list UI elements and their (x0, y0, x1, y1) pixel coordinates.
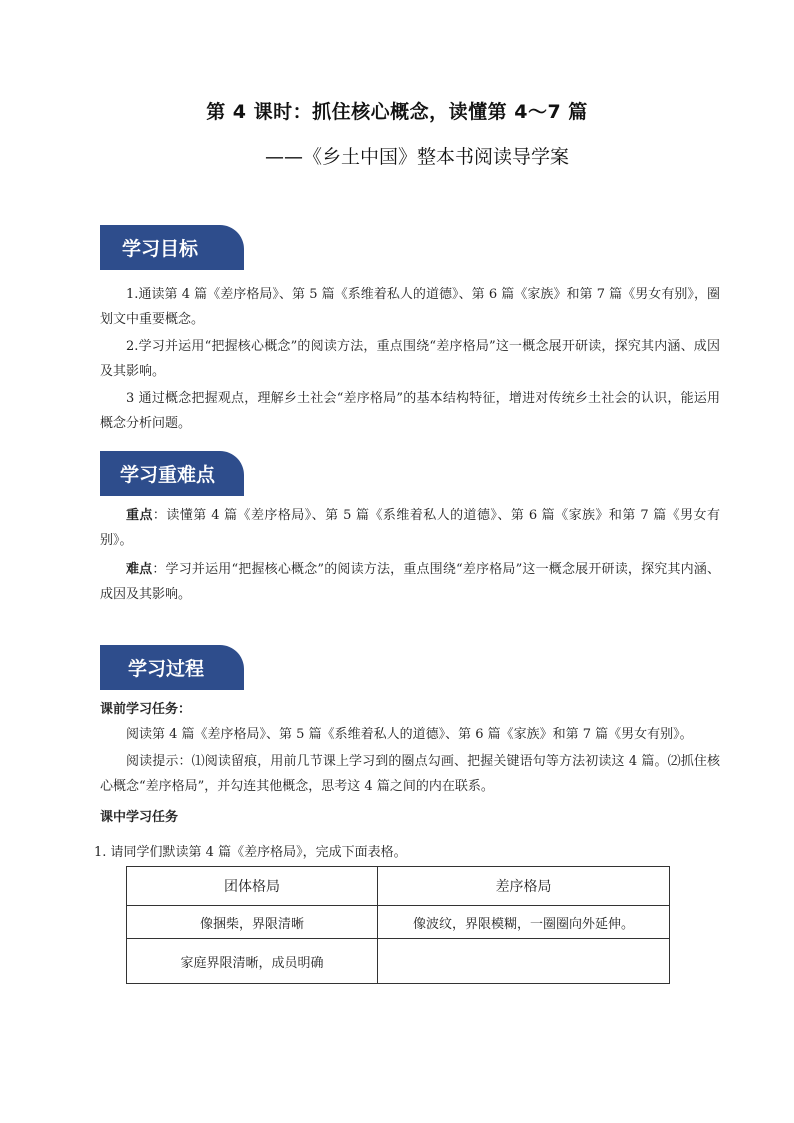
in-class-task-label: 课中学习任务 (100, 810, 179, 825)
table-cell: 像捆柴，界限清晰 (127, 906, 378, 939)
objective-item-1: 1.通读第 4 篇《差序格局》、第 5 篇《系维着私人的道德》、第 6 篇《家族》和第 7 篇《男女有别》，圈划文中重要概念。 (100, 287, 720, 327)
objective-item-3: 3 通过概念把握观点，理解乡土社会“差序格局”的基本结构特征，增进对传统乡土社会的认识，能运用概念分析问题。 (100, 391, 720, 431)
table-header-row (127, 867, 670, 906)
difficult-text: ：学习并运用“把握核心概念”的阅读方法，重点围绕“差序格局”这一概念展开研读，探究其内涵、成因及其影响。 (100, 562, 720, 602)
pre-task-text: 阅读第 4 篇《差序格局》、第 5 篇《系维着私人的道德》、第 6 篇《家族》和第 7 篇《男女有别》。 (126, 727, 693, 742)
key-label: 重点 (126, 508, 153, 523)
table-row (127, 906, 670, 939)
table-cell: 家庭界限清晰，成员明确 (127, 939, 378, 984)
section-heading-objectives: 学习目标 (100, 225, 244, 270)
pre-task-hint: 阅读提示：⑴阅读留痕，用前几节课上学习到的圈点勾画、把握关键语句等方法初读这 4 篇。⑵抓住核心概念“差序格局”，并勾连其他概念，思考这 4 篇之间的内在联系。 (100, 754, 720, 794)
page-title: 第 4 课时：抓住核心概念，读懂第 4～7 篇 (206, 101, 588, 123)
section-heading-process: 学习过程 (100, 645, 244, 690)
difficult-label: 难点 (126, 562, 153, 577)
task-1-instruction: 1. 请同学们默读第 4 篇《差序格局》，完成下面表格。 (94, 845, 407, 860)
table-cell: 像波纹，界限模糊，一圈圈向外延伸。 (378, 906, 670, 939)
section-heading-keypoints: 学习重难点 (100, 451, 244, 496)
page-subtitle: ——《乡土中国》整本书阅读导学案 (264, 146, 569, 168)
difficult-point (100, 557, 720, 607)
table-header-cell: 差序格局 (378, 867, 670, 906)
table-cell[interactable] (378, 939, 670, 984)
pre-task-label: 课前学习任务： (100, 702, 192, 717)
table-header-cell: 团体格局 (127, 867, 378, 906)
objective-item-2: 2.学习并运用“把握核心概念”的阅读方法，重点围绕“差序格局”这一概念展开研读，探究其内涵、成因及其影响。 (100, 339, 720, 379)
comparison-table (126, 866, 670, 984)
key-point (100, 503, 720, 553)
key-text: ：读懂第 4 篇《差序格局》、第 5 篇《系维着私人的道德》、第 6 篇《家族》和第 7 篇《男女有别》。 (100, 508, 720, 548)
table-row (127, 939, 670, 984)
